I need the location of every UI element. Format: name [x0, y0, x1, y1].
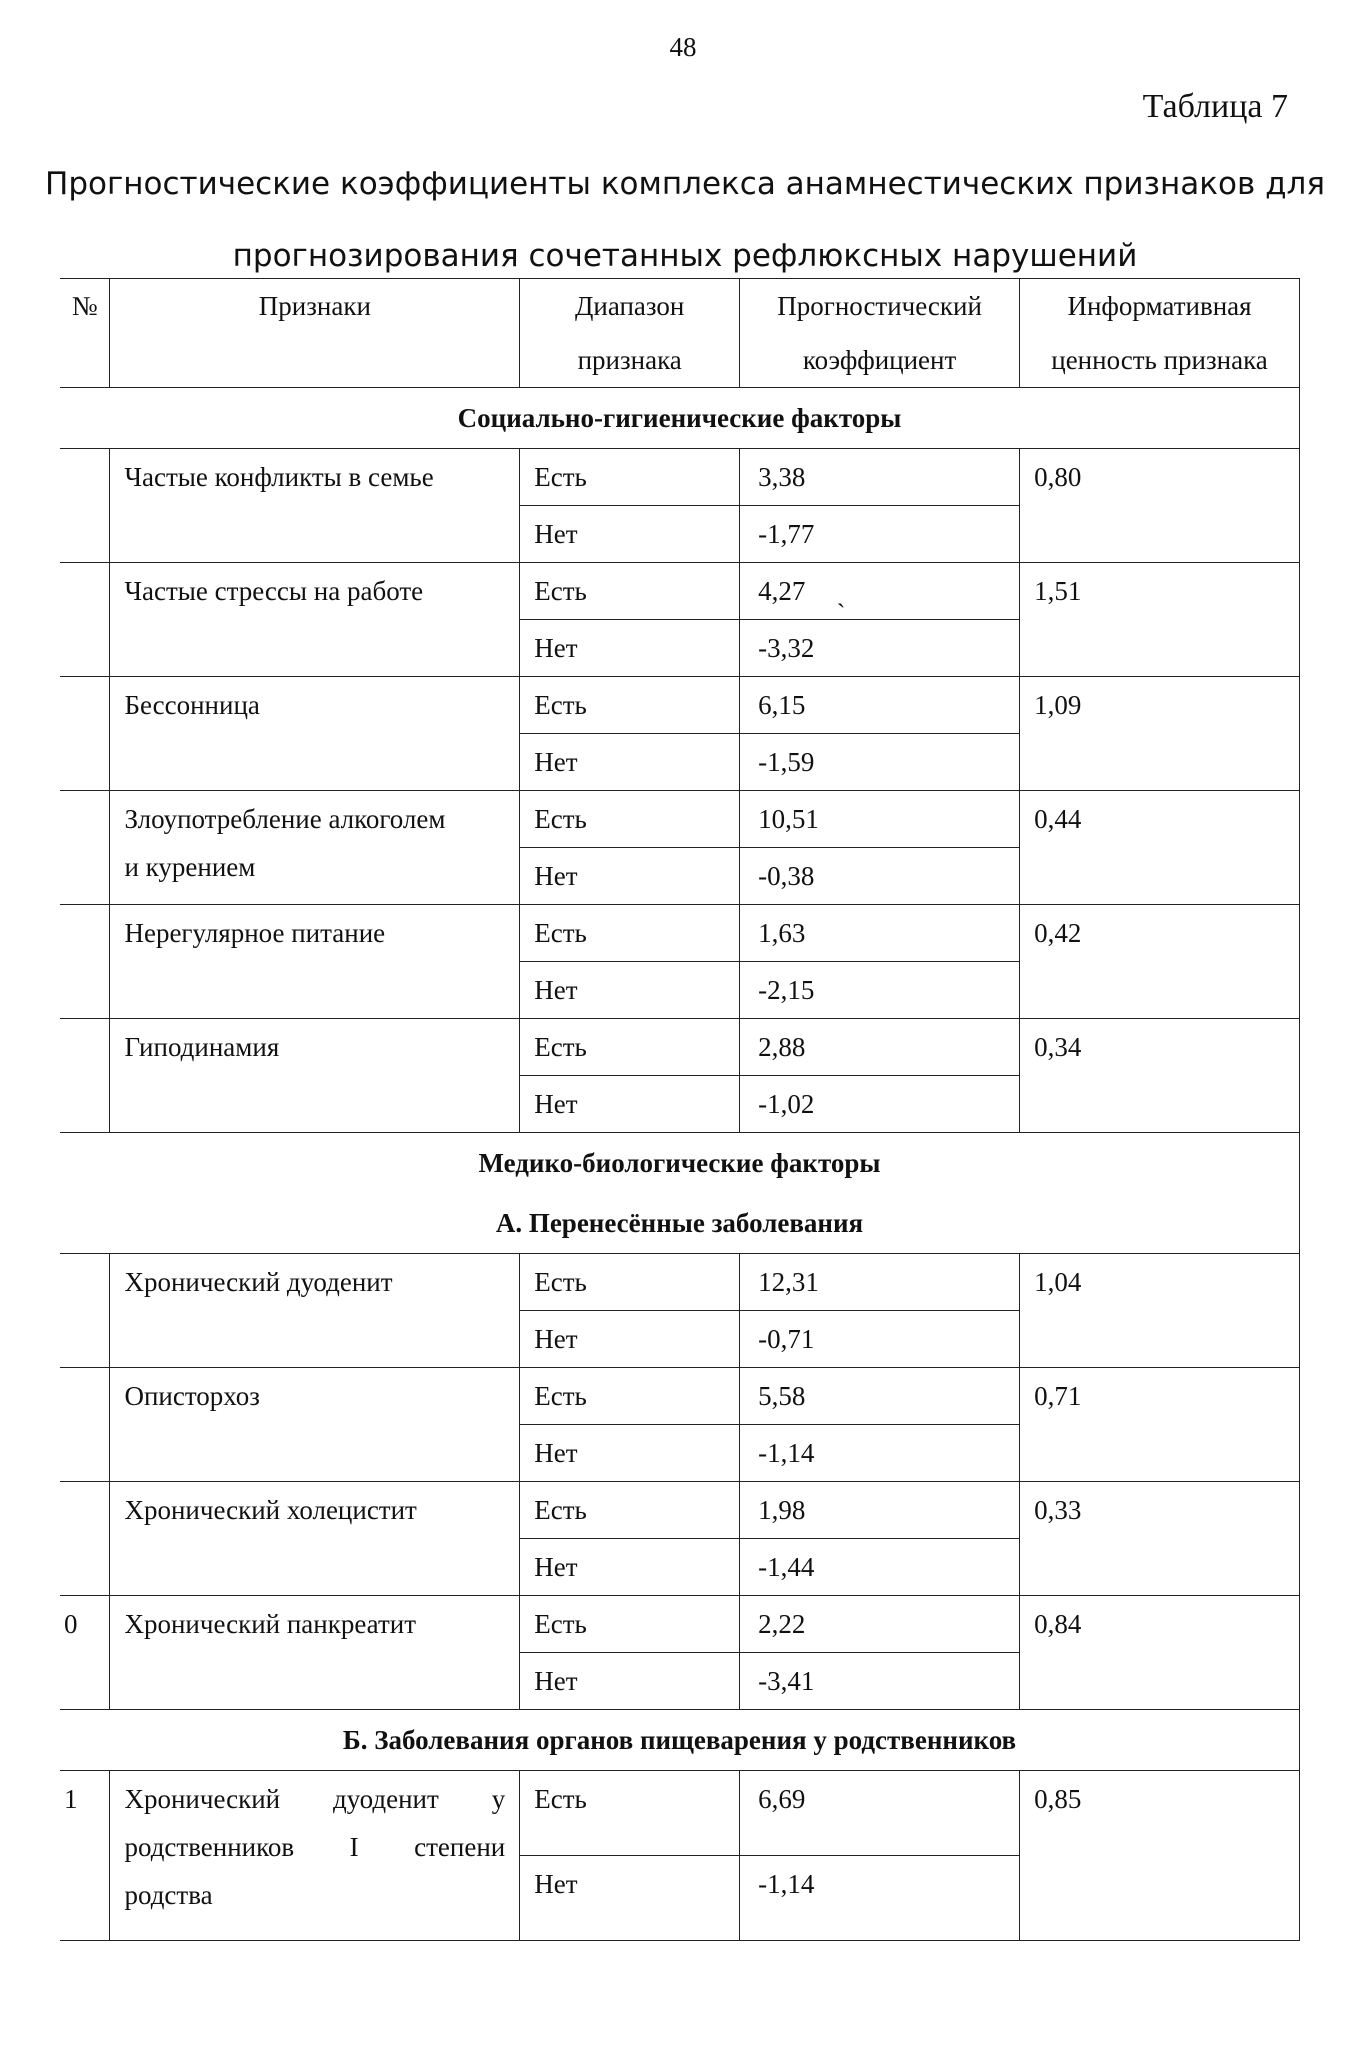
- row-num: [60, 677, 110, 791]
- table-row: [60, 1482, 1300, 1539]
- table-row: [60, 1596, 1300, 1653]
- title-line-1: Прогностические коэффициенты комплекса анамнестических признаков для: [45, 166, 1325, 202]
- table-row: [60, 677, 1300, 734]
- section-medbio: Медико-биологические факторы: [60, 1133, 1300, 1194]
- row-info: 0,71: [1020, 1368, 1300, 1482]
- row-range-no: Нет: [520, 1856, 740, 1941]
- row-range-no: Нет: [520, 734, 740, 791]
- row-range-no: Нет: [520, 1539, 740, 1596]
- prognostic-coefficients-table: [60, 278, 1300, 1941]
- section-social: Социально-гигиенические факторы: [60, 388, 1300, 449]
- row-sign: [110, 791, 520, 905]
- row-sign-line-1: Хронический дуоденит у: [124, 1784, 506, 1814]
- row-range-no: Нет: [520, 620, 740, 677]
- row-coef-no: -1,77: [740, 506, 1020, 563]
- row-coef-yes: 1,63: [740, 905, 1020, 962]
- row-range-yes: Есть: [520, 449, 740, 506]
- row-range-no: Нет: [520, 962, 740, 1019]
- row-info: 0,80: [1020, 449, 1300, 563]
- row-coef-no: -1,44: [740, 1539, 1020, 1596]
- row-sign-line-2: родственников I степени: [124, 1832, 506, 1862]
- row-coef-yes: 2,88: [740, 1019, 1020, 1076]
- table-row: [60, 791, 1300, 848]
- row-coef-yes: 3,38: [740, 449, 1020, 506]
- row-range-no: Нет: [520, 1425, 740, 1482]
- row-coef-yes: 1,98: [740, 1482, 1020, 1539]
- row-num: [60, 1019, 110, 1133]
- row-range-yes: Есть: [520, 905, 740, 962]
- row-num: 1: [60, 1771, 110, 1941]
- row-sign: Хронический панкреатит: [110, 1596, 520, 1710]
- row-range-yes: Есть: [520, 1596, 740, 1653]
- row-sign: Хронический холецистит: [110, 1482, 520, 1596]
- row-coef-yes-value: 4,27 ˏ: [758, 576, 805, 606]
- row-coef-no: -0,38: [740, 848, 1020, 905]
- table-row: [60, 449, 1300, 506]
- row-info: 0,42: [1020, 905, 1300, 1019]
- row-info: 0,44: [1020, 791, 1300, 905]
- row-num: [60, 905, 110, 1019]
- row-info: 0,85: [1020, 1771, 1300, 1941]
- row-coef-no: -1,59: [740, 734, 1020, 791]
- row-range-yes: Есть: [520, 677, 740, 734]
- row-sign: Описторхоз: [110, 1368, 520, 1482]
- row-num: [60, 791, 110, 905]
- header-range: Диапазон признака: [520, 279, 740, 388]
- row-range-yes: Есть: [520, 1019, 740, 1076]
- row-range-yes: Есть: [520, 1368, 740, 1425]
- row-range-yes: Есть: [520, 791, 740, 848]
- row-coef-yes: 5,58: [740, 1368, 1020, 1425]
- table-label: Таблица 7: [1142, 88, 1288, 125]
- section-sub-a: А. Перенесённые заболевания: [60, 1193, 1300, 1254]
- row-info: 0,33: [1020, 1482, 1300, 1596]
- header-sign: Признаки: [110, 279, 520, 388]
- section-row: [60, 1133, 1300, 1194]
- header-info: Информативная ценность признака: [1020, 279, 1300, 388]
- row-coef-yes: [740, 563, 1020, 620]
- section-sub-b: Б. Заболевания органов пищеварения у родственников: [60, 1710, 1300, 1771]
- page-number: 48: [669, 32, 697, 62]
- row-coef-no: -3,32: [740, 620, 1020, 677]
- row-sign: Гиподинамия: [110, 1019, 520, 1133]
- row-num: [60, 563, 110, 677]
- row-sign: Нерегулярное питание: [110, 905, 520, 1019]
- row-range-no: Нет: [520, 1311, 740, 1368]
- header-coef: Прогностический коэффициент: [740, 279, 1020, 388]
- row-range-yes: Есть: [520, 1771, 740, 1856]
- row-range-yes: Есть: [520, 563, 740, 620]
- row-coef-yes: 6,15: [740, 677, 1020, 734]
- header-num: №: [60, 279, 110, 388]
- table-row: [60, 1771, 1300, 1856]
- section-row: [60, 1193, 1300, 1254]
- row-info: 1,09: [1020, 677, 1300, 791]
- table-row: [60, 1019, 1300, 1076]
- row-range-no: Нет: [520, 1653, 740, 1710]
- document-title: [40, 148, 1330, 292]
- row-sign: Частые стрессы на работе: [110, 563, 520, 677]
- row-coef-no: -1,14: [740, 1856, 1020, 1941]
- row-info: 1,51: [1020, 563, 1300, 677]
- row-sign: [110, 1771, 520, 1941]
- table-row: [60, 563, 1300, 620]
- row-coef-no: -1,02: [740, 1076, 1020, 1133]
- row-sign-line-1: Злоупотребление алкоголем: [124, 804, 446, 834]
- row-num: [60, 1482, 110, 1596]
- title-line-2: прогнозирования сочетанных рефлюксных нарушений: [232, 238, 1138, 274]
- row-coef-no: -3,41: [740, 1653, 1020, 1710]
- table-row: [60, 1368, 1300, 1425]
- row-num: 0: [60, 1596, 110, 1710]
- row-coef-yes: 10,51: [740, 791, 1020, 848]
- row-info: 0,34: [1020, 1019, 1300, 1133]
- row-num: [60, 449, 110, 563]
- row-range-yes: Есть: [520, 1482, 740, 1539]
- section-row: [60, 1710, 1300, 1771]
- row-range-no: Нет: [520, 1076, 740, 1133]
- row-sign: Хронический дуоденит: [110, 1254, 520, 1368]
- row-coef-yes: 6,69: [740, 1771, 1020, 1856]
- row-sign: Частые конфликты в семье: [110, 449, 520, 563]
- row-info: 0,84: [1020, 1596, 1300, 1710]
- row-coef-yes: 12,31: [740, 1254, 1020, 1311]
- table-row: [60, 905, 1300, 962]
- row-range-no: Нет: [520, 848, 740, 905]
- row-sign-line-2: и курением: [124, 852, 256, 882]
- section-row: [60, 388, 1300, 449]
- row-sign-line-3: родства: [124, 1880, 213, 1910]
- row-info: 1,04: [1020, 1254, 1300, 1368]
- row-coef-yes: 2,22: [740, 1596, 1020, 1653]
- row-coef-no: -0,71: [740, 1311, 1020, 1368]
- row-num: [60, 1368, 110, 1482]
- row-coef-no: -1,14: [740, 1425, 1020, 1482]
- row-num: [60, 1254, 110, 1368]
- row-range-yes: Есть: [520, 1254, 740, 1311]
- table-row: [60, 1254, 1300, 1311]
- table-header-row: [60, 279, 1300, 388]
- row-range-no: Нет: [520, 506, 740, 563]
- row-sign: Бессонница: [110, 677, 520, 791]
- row-coef-no: -2,15: [740, 962, 1020, 1019]
